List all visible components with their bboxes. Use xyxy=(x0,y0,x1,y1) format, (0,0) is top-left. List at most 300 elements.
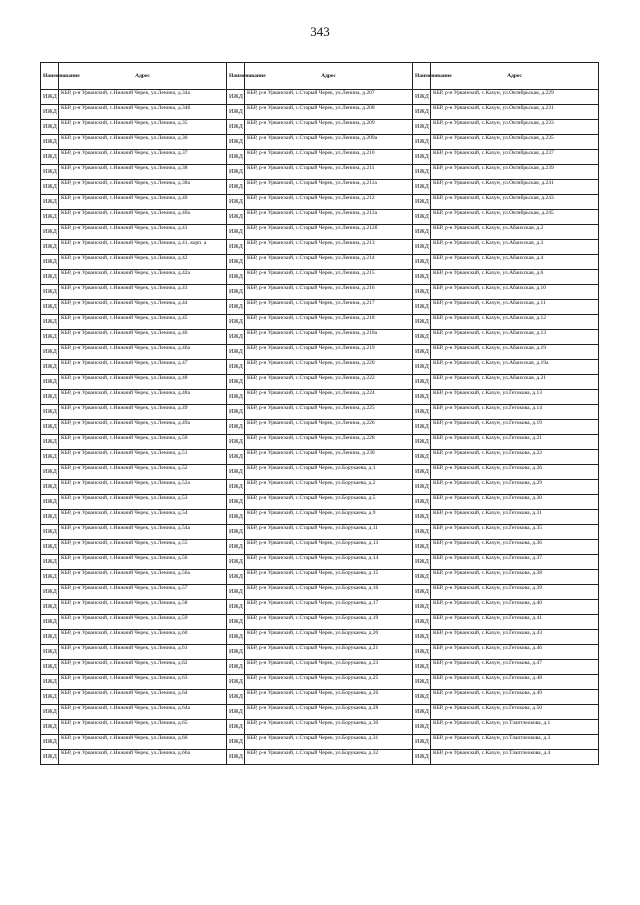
object-type-cell: ИЖД xyxy=(41,270,59,285)
object-type-cell: ИЖД xyxy=(227,615,245,630)
table-row xyxy=(41,750,599,765)
object-type-cell: ИЖД xyxy=(41,105,59,120)
object-type-cell: ИЖД xyxy=(413,720,431,735)
address-cell: КБР, р-н Урванский, с.Нижний Черек, ул.Ленина, д.56 xyxy=(59,555,227,570)
object-type-cell: ИЖД xyxy=(413,300,431,315)
address-cell: КБР, р-н Урванский, с.Нижний Черек, ул.Ленина, д.49 xyxy=(59,405,227,420)
address-cell: КБР, р-н Урванский, с.Старый Черек, ул.Ленина, д.230 xyxy=(245,450,413,465)
object-type-cell: ИЖД xyxy=(41,300,59,315)
object-type-cell: ИЖД xyxy=(227,330,245,345)
object-type-cell: ИЖД xyxy=(227,150,245,165)
object-type-cell: ИЖД xyxy=(413,540,431,555)
address-cell: КБР, р-н Урванский, с.Старый Черек, ул.Борукаева, д.1 xyxy=(245,465,413,480)
table-row xyxy=(41,270,599,285)
address-cell: КБР, р-н Урванский, с.Старый Черек, ул.Ленина, д.213 xyxy=(245,240,413,255)
object-type-cell: ИЖД xyxy=(413,450,431,465)
table-header-row xyxy=(41,63,599,90)
object-type-cell: ИЖД xyxy=(413,255,431,270)
table-row xyxy=(41,495,599,510)
address-cell: КБР, р-н Урванский, с.Кахун, ул.Октябрьская, д.231 xyxy=(431,105,599,120)
object-type-cell: ИЖД xyxy=(41,660,59,675)
object-type-cell: ИЖД xyxy=(41,735,59,750)
address-cell: КБР, р-н Урванский, с.Старый Черек, ул.Борукаева, д.16 xyxy=(245,585,413,600)
address-cell: КБР, р-н Урванский, с.Нижний Черек, ул.Ленина, д.34а xyxy=(59,90,227,105)
address-cell: КБР, р-н Урванский, с.Кахун, ул.Абаихская, д.19а xyxy=(431,360,599,375)
address-cell: КБР, р-н Урванский, с.Нижний Черек, ул.Ленина, д.52а xyxy=(59,480,227,495)
address-cell: КБР, р-н Урванский, с.Нижний Черек, ул.Ленина, д.40 xyxy=(59,195,227,210)
object-type-cell: ИЖД xyxy=(227,165,245,180)
address-cell: КБР, р-н Урванский, с.Старый Черек, ул.Ленина, д.207 xyxy=(245,90,413,105)
address-cell: КБР, р-н Урванский, с.Нижний Черек, ул.Ленина, д.54а xyxy=(59,525,227,540)
object-type-cell: ИЖД xyxy=(227,405,245,420)
object-type-cell: ИЖД xyxy=(413,705,431,720)
address-cell: КБР, р-н Урванский, с.Нижний Черек, ул.Ленина, д.58 xyxy=(59,600,227,615)
object-type-cell: ИЖД xyxy=(41,240,59,255)
object-type-cell: ИЖД xyxy=(227,315,245,330)
address-cell: КБР, р-н Урванский, с.Старый Черек, ул.Борукаева, д.21 xyxy=(245,645,413,660)
table-row xyxy=(41,450,599,465)
object-type-cell: ИЖД xyxy=(227,390,245,405)
address-cell: КБР, р-н Урванский, с.Старый Черек, ул.Борукаева, д.25 xyxy=(245,675,413,690)
object-type-cell: ИЖД xyxy=(227,300,245,315)
table-row xyxy=(41,360,599,375)
address-cell: КБР, р-н Урванский, с.Нижний Черек, ул.Ленина, д.42 xyxy=(59,255,227,270)
address-cell: КБР, р-н Урванский, с.Старый Черек, ул.Борукаева, д.32 xyxy=(245,750,413,765)
address-cell: КБР, р-н Урванский, с.Кахун, ул.Гетокова, д.29 xyxy=(431,480,599,495)
object-type-cell: ИЖД xyxy=(413,675,431,690)
object-type-cell: ИЖД xyxy=(41,150,59,165)
address-cell: КБР, р-н Урванский, с.Кахун, ул.Октябрьская, д.233 xyxy=(431,120,599,135)
object-type-cell: ИЖД xyxy=(227,285,245,300)
address-cell: КБР, р-н Урванский, с.Кахун, ул.Октябрьская, д.229 xyxy=(431,90,599,105)
address-cell: КБР, р-н Урванский, с.Кахун, ул.Абаихская, д.6 xyxy=(431,270,599,285)
object-type-cell: ИЖД xyxy=(413,330,431,345)
address-cell: КБР, р-н Урванский, с.Старый Черек, ул.Борукаева, д.9 xyxy=(245,510,413,525)
address-cell: КБР, р-н Урванский, с.Старый Черек, ул.Борукаева, д.17 xyxy=(245,600,413,615)
object-type-cell: ИЖД xyxy=(41,450,59,465)
address-cell: КБР, р-н Урванский, с.Старый Черек, ул.Ленина, д.210 xyxy=(245,150,413,165)
object-type-cell: ИЖД xyxy=(413,495,431,510)
object-type-cell: ИЖД xyxy=(41,390,59,405)
address-cell: КБР, р-н Урванский, с.Нижний Черек, ул.Ленина, д.46а xyxy=(59,345,227,360)
object-type-cell: ИЖД xyxy=(41,315,59,330)
table-row xyxy=(41,720,599,735)
object-type-cell: ИЖД xyxy=(41,615,59,630)
address-cell: КБР, р-н Урванский, с.Кахун, ул.Абаихская, д.19 xyxy=(431,345,599,360)
header-name-col: Наименование xyxy=(41,63,59,90)
object-type-cell: ИЖД xyxy=(227,105,245,120)
object-type-cell: ИЖД xyxy=(41,225,59,240)
table-row xyxy=(41,420,599,435)
object-type-cell: ИЖД xyxy=(413,375,431,390)
address-cell: КБР, р-н Урванский, с.Кахун, ул.Абаихская, д.4 xyxy=(431,255,599,270)
object-type-cell: ИЖД xyxy=(41,465,59,480)
object-type-cell: ИЖД xyxy=(41,570,59,585)
address-cell: КБР, р-н Урванский, с.Нижний Черек, ул.Ленина, д.60 xyxy=(59,630,227,645)
object-type-cell: ИЖД xyxy=(227,735,245,750)
object-type-cell: ИЖД xyxy=(227,180,245,195)
address-cell: КБР, р-н Урванский, с.Нижний Черек, ул.Ленина, д.50 xyxy=(59,435,227,450)
address-cell: КБР, р-н Урванский, с.Нижний Черек, ул.Ленина, д.63 xyxy=(59,675,227,690)
address-cell: КБР, р-н Урванский, с.Нижний Черек, ул.Ленина, д.62 xyxy=(59,660,227,675)
address-cell: КБР, р-н Урванский, с.Кахун, ул.Гетокова, д.37 xyxy=(431,555,599,570)
address-cell: КБР, р-н Урванский, с.Старый Черек, ул.Борукаева, д.14 xyxy=(245,555,413,570)
table-row xyxy=(41,165,599,180)
address-cell: КБР, р-н Урванский, с.Старый Черек, ул.Борукаева, д.23 xyxy=(245,660,413,675)
address-cell: КБР, р-н Урванский, с.Старый Черек, ул.Борукаева, д.11 xyxy=(245,525,413,540)
object-type-cell: ИЖД xyxy=(41,345,59,360)
address-cell: КБР, р-н Урванский, с.Кахун, ул.Тлаптлеокова, д.1 xyxy=(431,720,599,735)
object-type-cell: ИЖД xyxy=(413,150,431,165)
object-type-cell: ИЖД xyxy=(41,555,59,570)
address-cell: КБР, р-н Урванский, с.Нижний Черек, ул.Ленина, д.38а xyxy=(59,180,227,195)
object-type-cell: ИЖД xyxy=(227,270,245,285)
object-type-cell: ИЖД xyxy=(413,690,431,705)
object-type-cell: ИЖД xyxy=(413,120,431,135)
object-type-cell: ИЖД xyxy=(413,600,431,615)
address-cell: КБР, р-н Урванский, с.Кахун, ул.Абаихская, д.2 xyxy=(431,225,599,240)
object-type-cell: ИЖД xyxy=(227,120,245,135)
table-row xyxy=(41,135,599,150)
object-type-cell: ИЖД xyxy=(41,420,59,435)
address-cell: КБР, р-н Урванский, с.Старый Черек, ул.Ленина, д.215 xyxy=(245,270,413,285)
address-cell: КБР, р-н Урванский, с.Старый Черек, ул.Ленина, д.208 xyxy=(245,105,413,120)
object-type-cell: ИЖД xyxy=(227,90,245,105)
address-cell: КБР, р-н Урванский, с.Кахун, ул.Октябрьская, д.239 xyxy=(431,165,599,180)
table-row xyxy=(41,600,599,615)
address-cell: КБР, р-н Урванский, с.Кахун, ул.Гетокова, д.47 xyxy=(431,660,599,675)
table-row xyxy=(41,405,599,420)
table-row xyxy=(41,375,599,390)
object-type-cell: ИЖД xyxy=(413,315,431,330)
object-type-cell: ИЖД xyxy=(413,195,431,210)
address-cell: КБР, р-н Урванский, с.Старый Черек, ул.Борукаева, д.28 xyxy=(245,705,413,720)
object-type-cell: ИЖД xyxy=(413,435,431,450)
address-cell: КБР, р-н Урванский, с.Кахун, ул.Гетокова, д.19 xyxy=(431,420,599,435)
address-cell: КБР, р-н Урванский, с.Старый Черек, ул.Ленина, д.220 xyxy=(245,360,413,375)
object-type-cell: ИЖД xyxy=(413,525,431,540)
address-cell: КБР, р-н Урванский, с.Старый Черек, ул.Ленина, д.209а xyxy=(245,135,413,150)
object-type-cell: ИЖД xyxy=(413,180,431,195)
address-cell: КБР, р-н Урванский, с.Нижний Черек, ул.Ленина, д.55 xyxy=(59,540,227,555)
object-type-cell: ИЖД xyxy=(41,180,59,195)
object-type-cell: ИЖД xyxy=(227,495,245,510)
object-type-cell: ИЖД xyxy=(41,255,59,270)
object-type-cell: ИЖД xyxy=(413,390,431,405)
address-cell: КБР, р-н Урванский, с.Кахун, ул.Гетокова, д.50 xyxy=(431,705,599,720)
address-cell: КБР, р-н Урванский, с.Старый Черек, ул.Ленина, д.224 xyxy=(245,390,413,405)
table-row xyxy=(41,210,599,225)
table-row xyxy=(41,150,599,165)
object-type-cell: ИЖД xyxy=(41,495,59,510)
address-cell: КБР, р-н Урванский, с.Нижний Черек, ул.Ленина, д.49а xyxy=(59,420,227,435)
address-cell: КБР, р-н Урванский, с.Нижний Черек, ул.Ленина, д.41, корп. а xyxy=(59,240,227,255)
object-type-cell: ИЖД xyxy=(413,165,431,180)
table-row xyxy=(41,195,599,210)
object-type-cell: ИЖД xyxy=(227,480,245,495)
object-type-cell: ИЖД xyxy=(227,240,245,255)
table-row xyxy=(41,645,599,660)
object-type-cell: ИЖД xyxy=(413,750,431,765)
address-cell: КБР, р-н Урванский, с.Старый Черек, ул.Борукаева, д.13 xyxy=(245,540,413,555)
address-cell: КБР, р-н Урванский, с.Нижний Черек, ул.Ленина, д.65 xyxy=(59,720,227,735)
address-cell: КБР, р-н Урванский, с.Кахун, ул.Октябрьская, д.237 xyxy=(431,150,599,165)
address-cell: КБР, р-н Урванский, с.Кахун, ул.Октябрьская, д.243 xyxy=(431,195,599,210)
address-cell: КБР, р-н Урванский, с.Кахун, ул.Гетокова, д.13 xyxy=(431,390,599,405)
table-row xyxy=(41,540,599,555)
address-cell: КБР, р-н Урванский, с.Нижний Черек, ул.Ленина, д.43 xyxy=(59,285,227,300)
address-cell: КБР, р-н Урванский, с.Старый Черек, ул.Ленина, д.216 xyxy=(245,285,413,300)
object-type-cell: ИЖД xyxy=(413,285,431,300)
table-row xyxy=(41,255,599,270)
address-cell: КБР, р-н Урванский, с.Старый Черек, ул.Борукаева, д.2 xyxy=(245,480,413,495)
table-row xyxy=(41,285,599,300)
object-type-cell: ИЖД xyxy=(413,480,431,495)
address-table xyxy=(40,62,599,765)
address-cell: КБР, р-н Урванский, с.Старый Черек, ул.Ленина, д.225 xyxy=(245,405,413,420)
address-cell: КБР, р-н Урванский, с.Кахун, ул.Гетокова, д.35 xyxy=(431,525,599,540)
object-type-cell: ИЖД xyxy=(41,480,59,495)
object-type-cell: ИЖД xyxy=(227,450,245,465)
object-type-cell: ИЖД xyxy=(227,720,245,735)
address-cell: КБР, р-н Урванский, с.Кахун, ул.Гетокова, д.22 xyxy=(431,450,599,465)
address-cell: КБР, р-н Урванский, с.Нижний Черек, ул.Ленина, д.42а xyxy=(59,270,227,285)
address-cell: КБР, р-н Урванский, с.Кахун, ул.Тлаптлеокова, д.3 xyxy=(431,735,599,750)
object-type-cell: ИЖД xyxy=(41,120,59,135)
address-cell: КБР, р-н Урванский, с.Кахун, ул.Гетокова, д.21 xyxy=(431,435,599,450)
address-cell: КБР, р-н Урванский, с.Нижний Черек, ул.Ленина, д.40а xyxy=(59,210,227,225)
address-cell: КБР, р-н Урванский, с.Нижний Черек, ул.Ленина, д.38 xyxy=(59,165,227,180)
object-type-cell: ИЖД xyxy=(41,750,59,765)
object-type-cell: ИЖД xyxy=(227,630,245,645)
address-cell: КБР, р-н Урванский, с.Нижний Черек, ул.Ленина, д.47 xyxy=(59,360,227,375)
object-type-cell: ИЖД xyxy=(227,255,245,270)
address-cell: КБР, р-н Урванский, с.Старый Черек, ул.Ленина, д.218а xyxy=(245,330,413,345)
address-cell: КБР, р-н Урванский, с.Нижний Черек, ул.Ленина, д.34б xyxy=(59,105,227,120)
address-cell: КБР, р-н Урванский, с.Старый Черек, ул.Ленина, д.211а xyxy=(245,180,413,195)
address-cell: КБР, р-н Урванский, с.Кахун, ул.Абаихская, д.21 xyxy=(431,375,599,390)
address-cell: КБР, р-н Урванский, с.Старый Черек, ул.Ленина, д.226 xyxy=(245,420,413,435)
address-cell: КБР, р-н Урванский, с.Кахун, ул.Гетокова, д.38 xyxy=(431,570,599,585)
address-cell: КБР, р-н Урванский, с.Нижний Черек, ул.Ленина, д.53 xyxy=(59,495,227,510)
object-type-cell: ИЖД xyxy=(41,90,59,105)
object-type-cell: ИЖД xyxy=(41,690,59,705)
table-row xyxy=(41,315,599,330)
table-body xyxy=(41,90,599,765)
address-cell: КБР, р-н Урванский, с.Старый Черек, ул.Ленина, д.212б xyxy=(245,225,413,240)
address-cell: КБР, р-н Урванский, с.Нижний Черек, ул.Ленина, д.54 xyxy=(59,510,227,525)
object-type-cell: ИЖД xyxy=(227,195,245,210)
table-row xyxy=(41,390,599,405)
address-cell: КБР, р-н Урванский, с.Кахун, ул.Абаихская, д.3 xyxy=(431,240,599,255)
object-type-cell: ИЖД xyxy=(413,105,431,120)
object-type-cell: ИЖД xyxy=(413,645,431,660)
address-cell: КБР, р-н Урванский, с.Нижний Черек, ул.Ленина, д.36 xyxy=(59,135,227,150)
object-type-cell: ИЖД xyxy=(41,675,59,690)
object-type-cell: ИЖД xyxy=(413,570,431,585)
address-cell: КБР, р-н Урванский, с.Старый Черек, ул.Ленина, д.218 xyxy=(245,315,413,330)
address-cell: КБР, р-н Урванский, с.Старый Черек, ул.Ленина, д.217 xyxy=(245,300,413,315)
address-cell: КБР, р-н Урванский, с.Кахун, ул.Октябрьская, д.235 xyxy=(431,135,599,150)
address-cell: КБР, р-н Урванский, с.Нижний Черек, ул.Ленина, д.48 xyxy=(59,375,227,390)
address-cell: КБР, р-н Урванский, с.Старый Черек, ул.Ленина, д.211 xyxy=(245,165,413,180)
address-cell: КБР, р-н Урванский, с.Нижний Черек, ул.Ленина, д.61 xyxy=(59,645,227,660)
object-type-cell: ИЖД xyxy=(41,540,59,555)
table-row xyxy=(41,300,599,315)
address-cell: КБР, р-н Урванский, с.Кахун, ул.Гетокова, д.41 xyxy=(431,615,599,630)
object-type-cell: ИЖД xyxy=(41,135,59,150)
table-row xyxy=(41,480,599,495)
address-cell: КБР, р-н Урванский, с.Нижний Черек, ул.Ленина, д.64 xyxy=(59,690,227,705)
address-cell: КБР, р-н Урванский, с.Нижний Черек, ул.Ленина, д.66а xyxy=(59,750,227,765)
address-cell: КБР, р-н Урванский, с.Старый Черек, ул.Ленина, д.228 xyxy=(245,435,413,450)
object-type-cell: ИЖД xyxy=(413,465,431,480)
address-cell: КБР, р-н Урванский, с.Нижний Черек, ул.Ленина, д.59 xyxy=(59,615,227,630)
address-cell: КБР, р-н Урванский, с.Кахун, ул.Гетокова, д.14 xyxy=(431,405,599,420)
table-row xyxy=(41,465,599,480)
object-type-cell: ИЖД xyxy=(227,135,245,150)
address-cell: КБР, р-н Урванский, с.Кахун, ул.Абаихская, д.10 xyxy=(431,285,599,300)
address-cell: КБР, р-н Урванский, с.Кахун, ул.Абаихская, д.13 xyxy=(431,330,599,345)
object-type-cell: ИЖД xyxy=(227,510,245,525)
table-row xyxy=(41,585,599,600)
table-row xyxy=(41,435,599,450)
object-type-cell: ИЖД xyxy=(41,165,59,180)
object-type-cell: ИЖД xyxy=(41,210,59,225)
table-row xyxy=(41,180,599,195)
address-cell: КБР, р-н Урванский, с.Нижний Черек, ул.Ленина, д.66 xyxy=(59,735,227,750)
table-row xyxy=(41,510,599,525)
table-row xyxy=(41,225,599,240)
object-type-cell: ИЖД xyxy=(413,420,431,435)
object-type-cell: ИЖД xyxy=(227,375,245,390)
table-row xyxy=(41,105,599,120)
object-type-cell: ИЖД xyxy=(41,705,59,720)
table-row xyxy=(41,555,599,570)
object-type-cell: ИЖД xyxy=(227,525,245,540)
address-cell: КБР, р-н Урванский, с.Кахун, ул.Абаихская, д.11 xyxy=(431,300,599,315)
address-cell: КБР, р-н Урванский, с.Старый Черек, ул.Борукаева, д.30 xyxy=(245,720,413,735)
object-type-cell: ИЖД xyxy=(41,285,59,300)
object-type-cell: ИЖД xyxy=(227,705,245,720)
object-type-cell: ИЖД xyxy=(41,435,59,450)
object-type-cell: ИЖД xyxy=(41,585,59,600)
object-type-cell: ИЖД xyxy=(413,585,431,600)
address-cell: КБР, р-н Урванский, с.Нижний Черек, ул.Ленина, д.45 xyxy=(59,315,227,330)
address-cell: КБР, р-н Урванский, с.Кахун, ул.Гетокова, д.30 xyxy=(431,495,599,510)
address-cell: КБР, р-н Урванский, с.Нижний Черек, ул.Ленина, д.46 xyxy=(59,330,227,345)
object-type-cell: ИЖД xyxy=(413,210,431,225)
header-name-col: Наименование xyxy=(413,63,431,90)
object-type-cell: ИЖД xyxy=(413,555,431,570)
header-address-col: Адрес xyxy=(245,63,413,90)
table-row xyxy=(41,690,599,705)
table-row xyxy=(41,660,599,675)
table-row xyxy=(41,570,599,585)
object-type-cell: ИЖД xyxy=(41,630,59,645)
table-row xyxy=(41,330,599,345)
address-cell: КБР, р-н Урванский, с.Нижний Черек, ул.Ленина, д.48а xyxy=(59,390,227,405)
object-type-cell: ИЖД xyxy=(227,540,245,555)
address-cell: КБР, р-н Урванский, с.Нижний Черек, ул.Ленина, д.57 xyxy=(59,585,227,600)
address-cell: КБР, р-н Урванский, с.Кахун, ул.Гетокова, д.39 xyxy=(431,585,599,600)
object-type-cell: ИЖД xyxy=(413,405,431,420)
object-type-cell: ИЖД xyxy=(41,405,59,420)
address-cell: КБР, р-н Урванский, с.Кахун, ул.Гетокова, д.48 xyxy=(431,675,599,690)
object-type-cell: ИЖД xyxy=(41,600,59,615)
address-cell: КБР, р-н Урванский, с.Старый Черек, ул.Борукаева, д.19 xyxy=(245,615,413,630)
address-cell: КБР, р-н Урванский, с.Старый Черек, ул.Ленина, д.209 xyxy=(245,120,413,135)
table-row xyxy=(41,705,599,720)
object-type-cell: ИЖД xyxy=(413,660,431,675)
header-name-col: Наименование xyxy=(227,63,245,90)
object-type-cell: ИЖД xyxy=(41,360,59,375)
table-row xyxy=(41,630,599,645)
address-cell: КБР, р-н Урванский, с.Старый Черек, ул.Борукаева, д.15 xyxy=(245,570,413,585)
address-cell: КБР, р-н Урванский, с.Кахун, ул.Гетокова, д.43 xyxy=(431,630,599,645)
address-cell: КБР, р-н Урванский, с.Нижний Черек, ул.Ленина, д.52 xyxy=(59,465,227,480)
object-type-cell: ИЖД xyxy=(41,375,59,390)
object-type-cell: ИЖД xyxy=(227,555,245,570)
table-row xyxy=(41,675,599,690)
object-type-cell: ИЖД xyxy=(413,510,431,525)
object-type-cell: ИЖД xyxy=(227,210,245,225)
object-type-cell: ИЖД xyxy=(227,600,245,615)
address-cell: КБР, р-н Урванский, с.Кахун, ул.Гетокова, д.36 xyxy=(431,540,599,555)
object-type-cell: ИЖД xyxy=(41,525,59,540)
address-cell: КБР, р-н Урванский, с.Старый Черек, ул.Борукаева, д.26 xyxy=(245,690,413,705)
address-cell: КБР, р-н Урванский, с.Нижний Черек, ул.Ленина, д.51 xyxy=(59,450,227,465)
object-type-cell: ИЖД xyxy=(41,330,59,345)
table-row xyxy=(41,120,599,135)
address-cell: КБР, р-н Урванский, с.Старый Черек, ул.Ленина, д.222 xyxy=(245,375,413,390)
table-row xyxy=(41,735,599,750)
address-cell: КБР, р-н Урванский, с.Нижний Черек, ул.Ленина, д.44 xyxy=(59,300,227,315)
object-type-cell: ИЖД xyxy=(227,420,245,435)
object-type-cell: ИЖД xyxy=(227,345,245,360)
object-type-cell: ИЖД xyxy=(413,735,431,750)
object-type-cell: ИЖД xyxy=(41,195,59,210)
object-type-cell: ИЖД xyxy=(413,90,431,105)
object-type-cell: ИЖД xyxy=(413,135,431,150)
address-cell: КБР, р-н Урванский, с.Нижний Черек, ул.Ленина, д.56а xyxy=(59,570,227,585)
table-row xyxy=(41,525,599,540)
table-row xyxy=(41,345,599,360)
table-row xyxy=(41,240,599,255)
object-type-cell: ИЖД xyxy=(41,645,59,660)
address-cell: КБР, р-н Урванский, с.Старый Черек, ул.Ленина, д.212а xyxy=(245,210,413,225)
object-type-cell: ИЖД xyxy=(227,570,245,585)
address-cell: КБР, р-н Урванский, с.Кахун, ул.Октябрьская, д.245 xyxy=(431,210,599,225)
object-type-cell: ИЖД xyxy=(41,510,59,525)
address-cell: КБР, р-н Урванский, с.Нижний Черек, ул.Ленина, д.35 xyxy=(59,120,227,135)
object-type-cell: ИЖД xyxy=(227,750,245,765)
address-cell: КБР, р-н Урванский, с.Кахун, ул.Тлаптлеокова, д.4 xyxy=(431,750,599,765)
header-address-col: Адрес xyxy=(59,63,227,90)
table-row xyxy=(41,90,599,105)
object-type-cell: ИЖД xyxy=(227,585,245,600)
address-cell: КБР, р-н Урванский, с.Старый Черек, ул.Ленина, д.212 xyxy=(245,195,413,210)
address-cell: КБР, р-н Урванский, с.Кахун, ул.Гетокова, д.46 xyxy=(431,645,599,660)
object-type-cell: ИЖД xyxy=(413,240,431,255)
object-type-cell: ИЖД xyxy=(413,270,431,285)
address-cell: КБР, р-н Урванский, с.Старый Черек, ул.Борукаева, д.5 xyxy=(245,495,413,510)
address-cell: КБР, р-н Урванский, с.Кахун, ул.Гетокова, д.31 xyxy=(431,510,599,525)
address-cell: КБР, р-н Урванский, с.Нижний Черек, ул.Ленина, д.64а xyxy=(59,705,227,720)
address-cell: КБР, р-н Урванский, с.Старый Черек, ул.Ленина, д.219 xyxy=(245,345,413,360)
object-type-cell: ИЖД xyxy=(413,225,431,240)
object-type-cell: ИЖД xyxy=(227,225,245,240)
